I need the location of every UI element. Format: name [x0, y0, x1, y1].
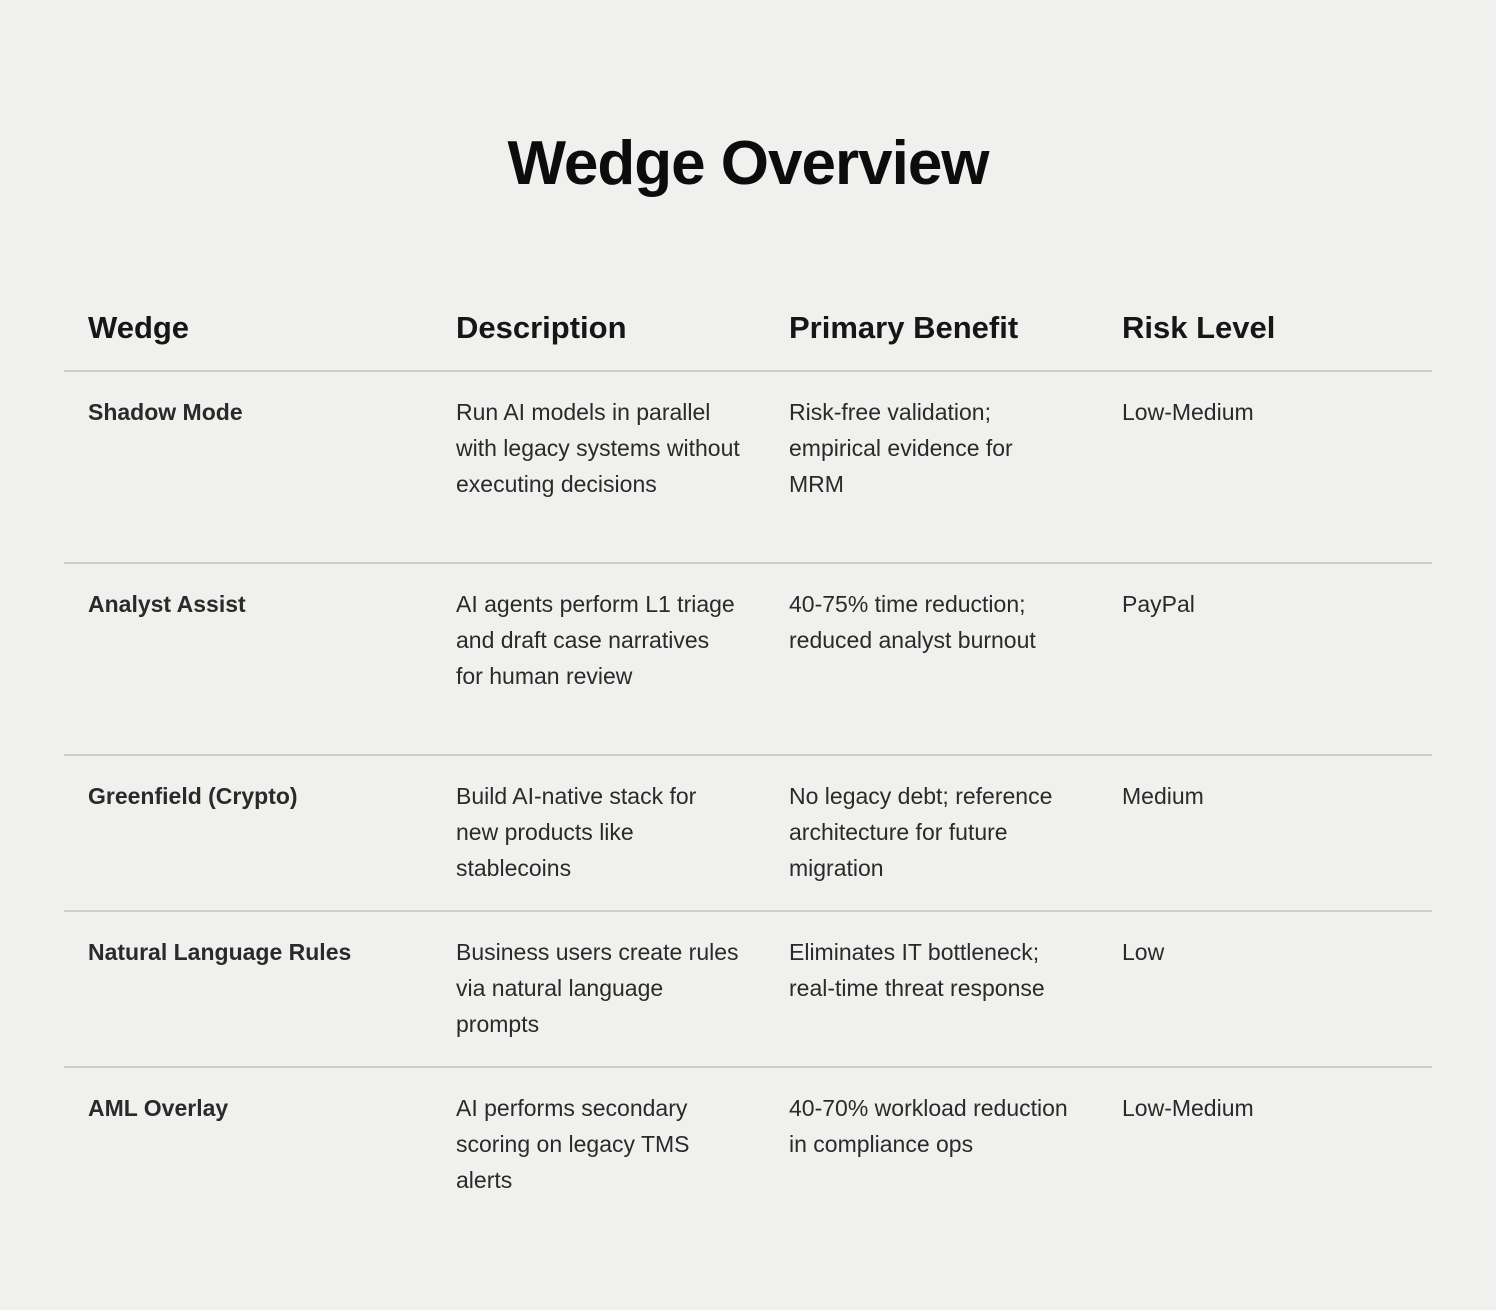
benefit-cell: 40-70% workload reduction in compliance ops: [789, 1095, 1068, 1157]
table-row: [64, 755, 1432, 911]
column-header-risk-level: Risk Level: [1098, 290, 1432, 371]
table-row: [64, 563, 1432, 755]
risk-cell: Low-Medium: [1122, 1095, 1254, 1121]
risk-cell: Medium: [1098, 755, 1432, 911]
description-cell: AI agents perform L1 triage and draft case narratives for human review: [432, 563, 765, 755]
page-title: Wedge Overview: [507, 129, 989, 198]
wedge-name-cell: AML Overlay: [88, 1095, 229, 1121]
description-cell: Build AI-native stack for new products like stablecoins: [432, 755, 765, 911]
wedge-name-cell: Natural Language Rules: [64, 911, 432, 1067]
description-cell: Run AI models in parallel with legacy systems without executing decisions: [432, 371, 765, 563]
risk-cell: Low: [1098, 911, 1432, 1067]
risk-cell: PayPal: [1098, 563, 1432, 755]
wedge-name-cell: Shadow Mode: [64, 371, 432, 563]
wedge-name-cell: Analyst Assist: [64, 563, 432, 755]
table-row: [64, 911, 1432, 1067]
description-cell: Business users create rules via natural language prompts: [432, 911, 765, 1067]
column-header-description: Description: [432, 290, 765, 371]
table-header-row: [64, 290, 1432, 371]
benefit-cell: Eliminates IT bottleneck; real-time threat response: [765, 911, 1098, 1067]
benefit-cell: Risk-free validation; empirical evidence for MRM: [765, 371, 1098, 563]
column-header-wedge: Wedge: [64, 290, 432, 371]
table-row: [64, 1067, 1432, 1223]
benefit-cell: No legacy debt; reference architecture for future migration: [765, 755, 1098, 911]
table-row: [64, 371, 1432, 563]
wedge-table: [64, 290, 1432, 1223]
column-header-primary-benefit: Primary Benefit: [765, 290, 1098, 371]
risk-cell: Low-Medium: [1098, 371, 1432, 563]
benefit-cell: 40-75% time reduction; reduced analyst burnout: [765, 563, 1098, 755]
wedge-name-cell: Greenfield (Crypto): [64, 755, 432, 911]
description-cell: AI performs secondary scoring on legacy TMS alerts: [456, 1095, 690, 1193]
